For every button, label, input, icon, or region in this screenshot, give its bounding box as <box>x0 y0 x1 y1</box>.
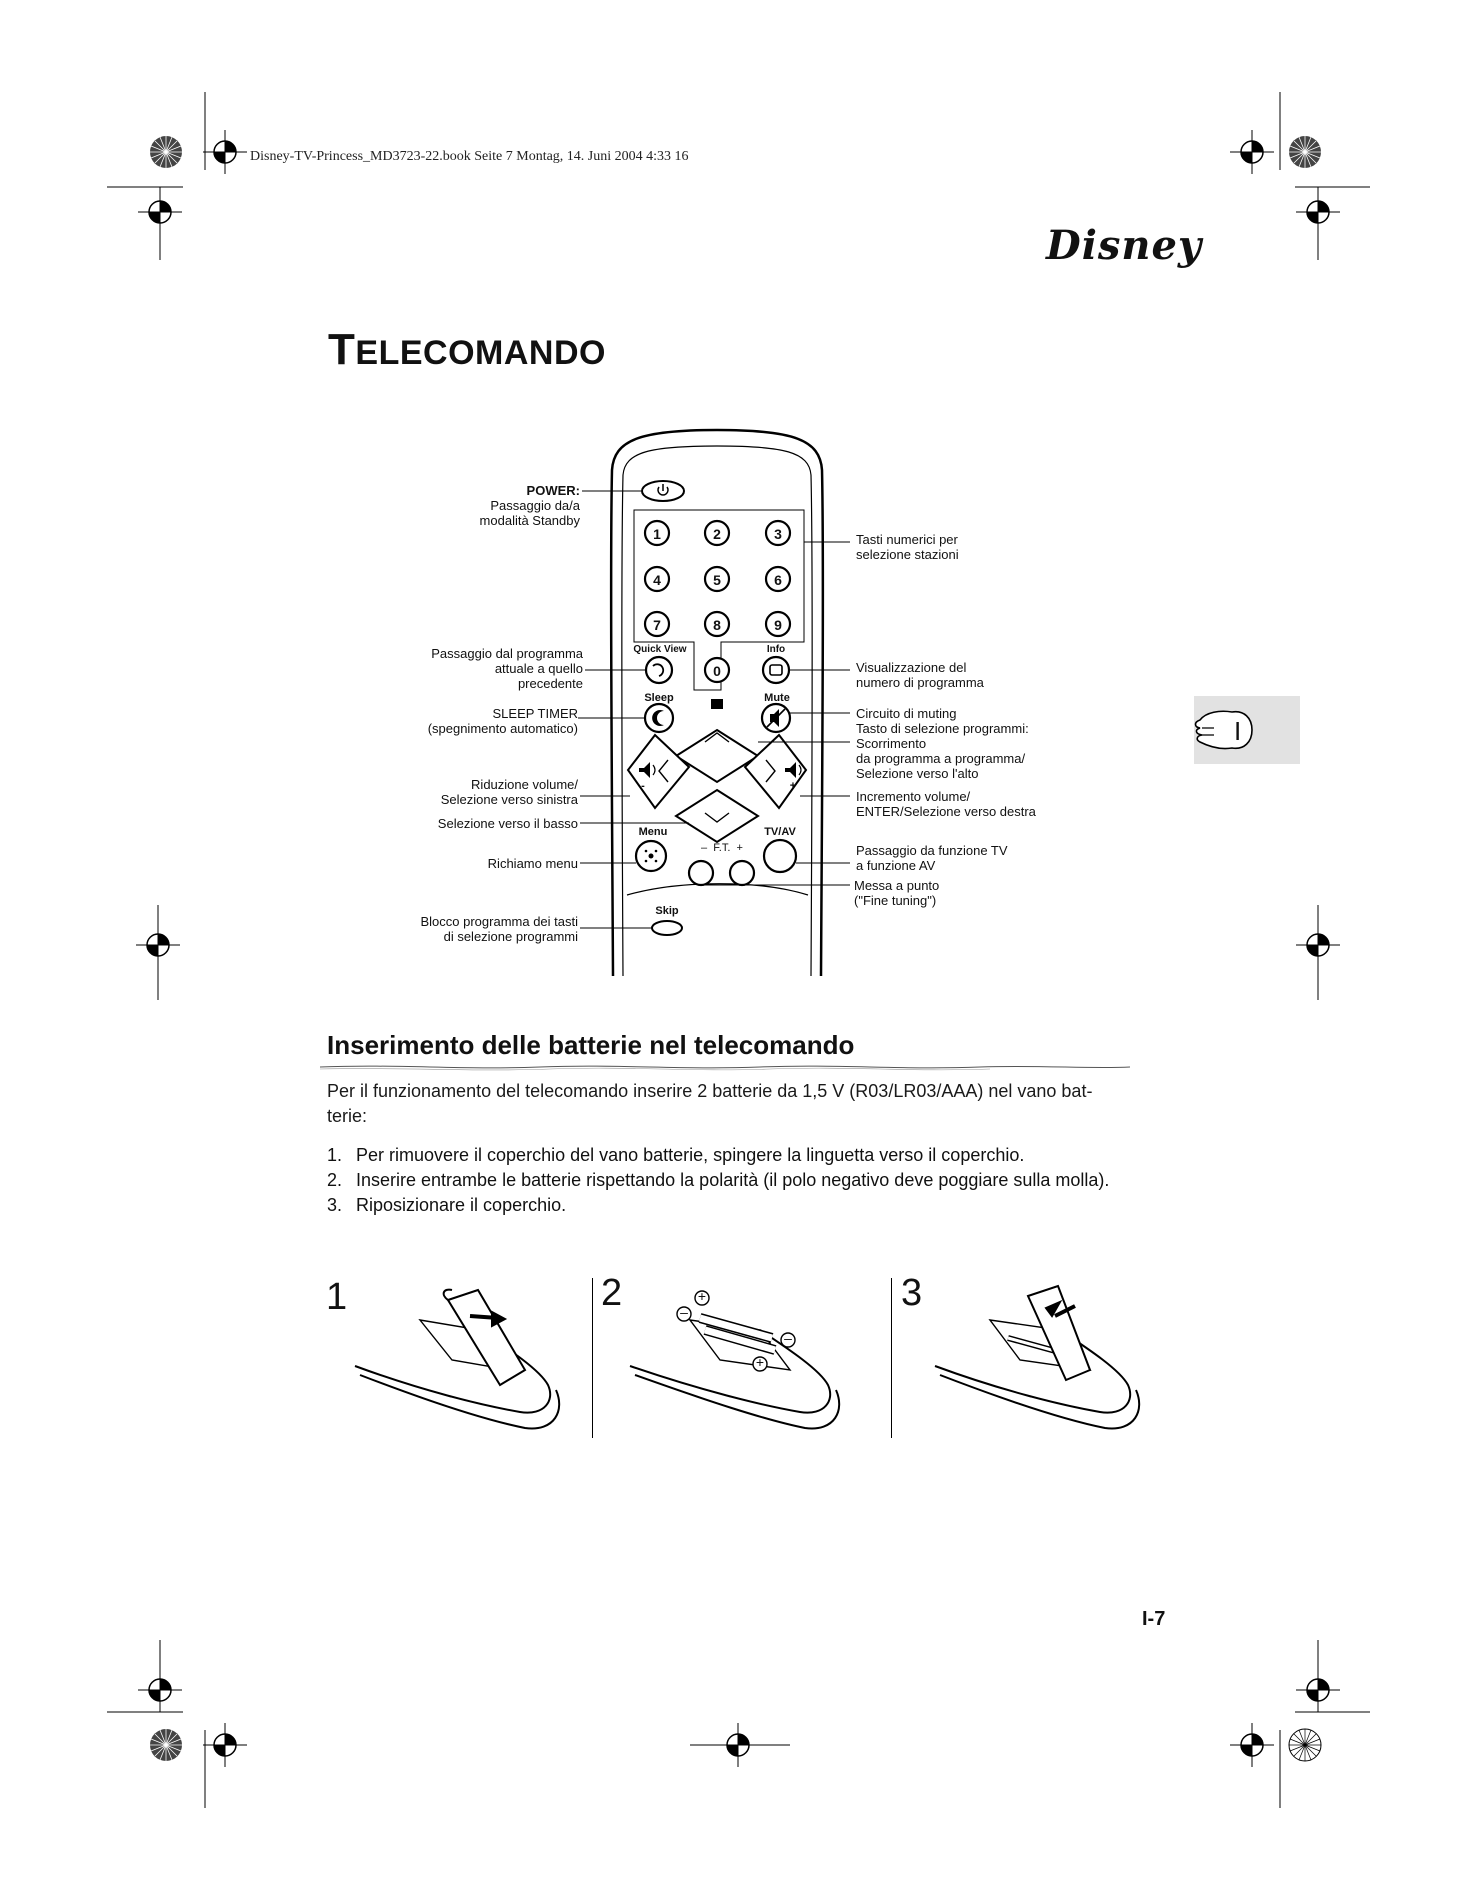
figure-number-1: 1 <box>326 1276 348 1318</box>
sleep-caption: Sleep <box>644 692 674 704</box>
ft-caption: F.T. <box>713 842 731 854</box>
sleep-timer-line2: (spegnimento automatico) <box>427 721 578 736</box>
page-title-cap: T <box>328 325 356 374</box>
fine-tuning-line1: Messa a punto <box>854 878 940 893</box>
batteries-section-title: Inserimento delle batterie nel telecomando <box>327 1030 855 1060</box>
program-down-label: Selezione verso il basso <box>437 816 578 831</box>
figure-number-2: 2 <box>601 1272 623 1314</box>
previous-program-line1: Passaggio dal programma <box>431 646 583 661</box>
ft-plus-caption: + <box>736 842 743 854</box>
sleep-timer-line1: SLEEP TIMER <box>492 706 578 721</box>
menu-label: Richiamo menu <box>487 856 578 871</box>
batteries-intro-line1: Per il funzionamento del telecomando inserire 2 batterie da 1,5 V (R03/LR03/AAA) nel vano bat- <box>327 1081 1093 1101</box>
info-label-line1: Visualizzazione del <box>856 660 967 675</box>
program-select-line1: Tasto di selezione programmi: <box>856 721 1029 736</box>
digit-button-8[interactable]: 8 <box>713 617 721 633</box>
step-number: 1. <box>327 1145 343 1165</box>
power-label-title: POWER: <box>526 483 580 498</box>
numeric-keys-line1: Tasti numerici per <box>856 532 958 547</box>
mute-label: Circuito di muting <box>856 706 957 721</box>
digit-button-4[interactable]: 4 <box>653 572 661 588</box>
volume-minus-caption: - <box>641 780 645 792</box>
step-number: 2. <box>327 1170 343 1190</box>
power-label-line2: Passaggio da/a <box>490 498 580 513</box>
tvav-caption: TV/AV <box>764 826 796 838</box>
battery-minus-marker: – <box>680 1304 688 1320</box>
digit-button-6[interactable]: 6 <box>774 572 782 588</box>
skip-label-line1: Blocco programma dei tasti <box>420 914 578 929</box>
menu-caption: Menu <box>638 826 668 838</box>
volume-up-line1: Incremento volume/ <box>856 789 971 804</box>
tab-letter: I <box>1234 716 1242 746</box>
disney-logo: Disney <box>1046 222 1203 269</box>
tvav-label-line1: Passaggio da funzione TV <box>856 843 1008 858</box>
program-select-line3: da programma a programma/ <box>856 751 1026 766</box>
digit-button-3[interactable]: 3 <box>774 526 782 542</box>
skip-caption: Skip <box>655 905 679 917</box>
digit-button-2[interactable]: 2 <box>713 526 721 542</box>
page-title-rest: ELECOMANDO <box>355 334 606 372</box>
skip-label-line2: di selezione programmi <box>443 929 578 944</box>
step-number: 3. <box>327 1195 343 1215</box>
batteries-intro-line2: terie: <box>327 1106 368 1126</box>
ft-minus-caption: – <box>701 842 708 854</box>
battery-minus-marker: – <box>784 1330 792 1346</box>
program-select-line2: Scorrimento <box>856 736 927 751</box>
mute-caption: Mute <box>764 692 790 704</box>
volume-up-line2: ENTER/Selezione verso destra <box>856 804 1036 819</box>
digit-button-1[interactable]: 1 <box>653 526 661 542</box>
volume-down-line2: Selezione verso sinistra <box>440 792 578 807</box>
digit-button-5[interactable]: 5 <box>713 572 721 588</box>
digit-button-9[interactable]: 9 <box>774 617 782 633</box>
info-caption: Info <box>766 644 786 655</box>
page-number: I-7 <box>1142 1608 1166 1630</box>
numeric-keys-line2: selezione stazioni <box>856 547 959 562</box>
tvav-label-line2: a funzione AV <box>856 858 936 873</box>
figure-number-3: 3 <box>901 1272 923 1314</box>
step-text: Inserire entrambe le batterie rispettando la polarità (il polo negativo deve poggiare sulla molla). <box>356 1170 1110 1190</box>
volume-down-line1: Riduzione volume/ <box>471 777 578 792</box>
battery-plus-marker: + <box>697 1288 707 1304</box>
quick-view-caption: Quick View <box>633 644 687 655</box>
print-file-header: Disney-TV-Princess_MD3723-22.book Seite 7 Montag, 14. Juni 2004 4:33 16 <box>250 149 689 164</box>
digit-button-7[interactable]: 7 <box>653 617 661 633</box>
volume-plus-caption: + <box>789 780 797 792</box>
battery-plus-marker: + <box>755 1354 765 1370</box>
previous-program-line3: precedente <box>517 676 583 691</box>
digit-button-0[interactable]: 0 <box>713 663 721 679</box>
fine-tuning-line2: ("Fine tuning") <box>854 893 937 908</box>
program-select-line4: Selezione verso l'alto <box>856 766 979 781</box>
info-label-line2: numero di programma <box>856 675 984 690</box>
step-text: Riposizionare il coperchio. <box>356 1195 567 1215</box>
power-label-line3: modalità Standby <box>479 513 580 528</box>
previous-program-line2: attuale a quello <box>494 661 583 676</box>
step-text: Per rimuovere il coperchio del vano batterie, spingere la linguetta verso il coperchio. <box>356 1145 1025 1165</box>
